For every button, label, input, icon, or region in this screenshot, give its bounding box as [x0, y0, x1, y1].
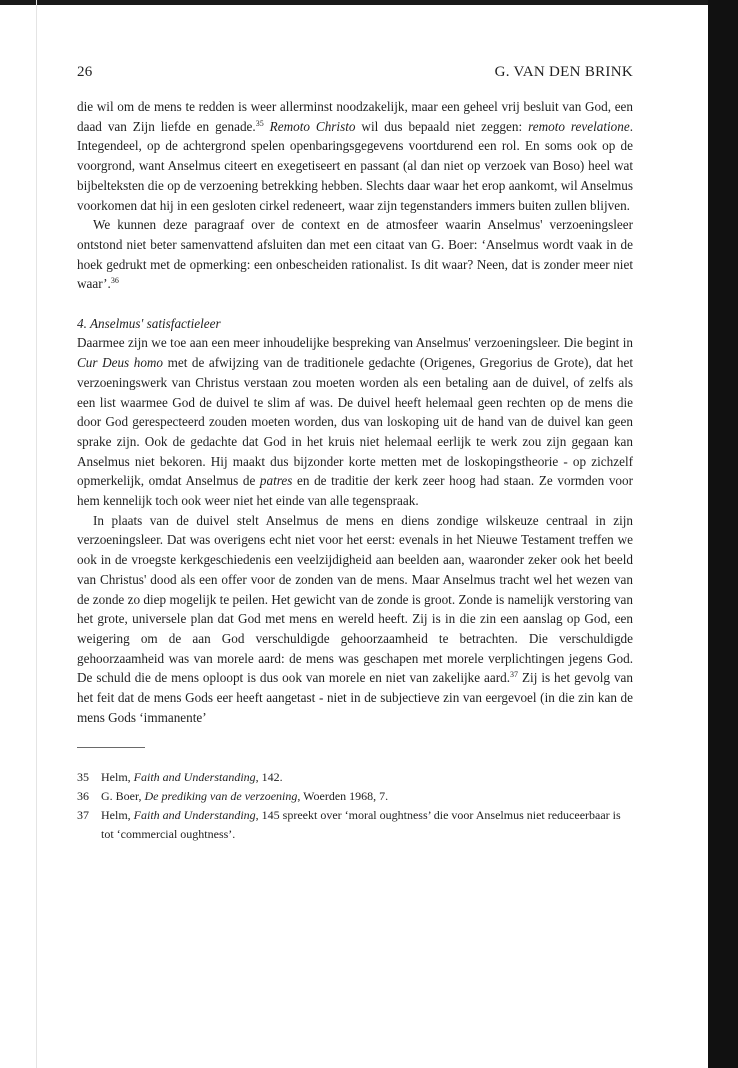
running-header [77, 64, 633, 81]
footnote-text [101, 787, 633, 806]
running-title: G. VAN DEN BRINK [494, 64, 633, 80]
page-number: 26 [77, 64, 93, 80]
text-run: Daarmee zijn we toe aan een meer inhoudelijke bespreking van Anselmus' verzoeningsleer. Die begint in [77, 335, 633, 351]
footnotes [77, 768, 633, 844]
document-page [77, 64, 633, 844]
text-run: , 142. [255, 770, 283, 785]
scan-border-right [708, 0, 738, 1068]
text-run: die wil om de mens te redden is weer allerminst noodzakelijk, maar een geheel vrij besluit van God, een daad van Zijn liefde en genade. [77, 99, 633, 134]
paragraph [77, 333, 633, 510]
italic-text: Faith and Understanding [133, 770, 256, 785]
scan-border-top [0, 0, 738, 5]
footnote [77, 787, 633, 806]
text-run: Helm, [101, 770, 134, 785]
body-text [77, 97, 633, 727]
italic-text: Faith and Understanding [133, 808, 256, 823]
text-run: met de afwijzing van de traditionele gedachte (Origenes, Gregorius de Grote), dat het verzoeningswerk van Christus verstaan zou moeten worden als een betaling aan de duivel, of zelfs als een list waarmee God de duivel te slim af was. De duivel heeft helemaal geen rechten op de mens die door God gerespecteerd zouden moeten worden, dus van loskoping uit de hand van de duivel kan geen sprake zijn. Ook de gedachte dat God in het kruis niet helemaal eerlijk te werk zou zijn gegaan kan Anselmus niet bekoren. Hij maakt dus bijzonder korte metten met de loskopingstheorie - op zichzelf opmerkelijk, omdat Anselmus de [77, 355, 633, 489]
text-run: , Woerden 1968, 7. [297, 789, 389, 804]
text-run: 4. Anselmus' satisfactieleer [77, 315, 221, 331]
footnote [77, 806, 633, 844]
footnote [77, 768, 633, 787]
footnote-number: 35 [77, 770, 89, 785]
paragraph [77, 215, 633, 294]
italic-text: De prediking van de verzoening [144, 789, 298, 804]
footnote-ref: 35 [255, 118, 264, 128]
paragraph [77, 511, 633, 728]
italic-text: patres [259, 473, 293, 489]
footnote-ref: 36 [110, 276, 119, 286]
text-run: Zij is het gevolg van het feit dat de mens Gods eer heeft aangetast - niet in de subjectieve zin van eergevoel (in die zin kan de mens Gods ‘immanente’ [77, 670, 633, 725]
text-run: Helm, [101, 808, 134, 823]
text-run: . Integendeel, op de achtergrond spelen openbaringsgegevens voortdurend een rol. En soms ook op de voorgrond, want Anselmus citeert en exegetiseert en passant (al dan niet op verzoek van Boso) heel wat bijbelteksten die op de verzoening betrekking hebben. Slechts daar waar het erop aankomt, wil Anselmus voorkomen dat hij in een gesloten cirkel redeneert, waar zijn tegenstanders immers buiten zullen blijven. [77, 118, 634, 213]
italic-text: remoto revelatione [528, 118, 630, 134]
text-run: en de traditie der kerk zeer hoog had staan. Ze vormden voor hem kennelijk toch ook weer niet het einde van alle tegenspraak. [77, 473, 634, 509]
footnote-number: 36 [77, 789, 89, 804]
footnote-ref: 37 [510, 670, 519, 680]
text-run: G. Boer, [101, 789, 145, 804]
text-run: , 145 spreekt over ‘moral oughtness’ die voor Anselmus niet reduceerbaar is tot ‘commercial oughtness’. [101, 808, 621, 842]
text-run: wil dus bepaald niet zeggen: [355, 118, 529, 134]
footnote-text [101, 806, 633, 844]
section-heading [77, 314, 633, 334]
paragraph [77, 97, 633, 215]
italic-text: Remoto Christo [269, 118, 356, 134]
footnote-number: 37 [77, 808, 89, 823]
italic-text: Cur Deus homo [77, 355, 164, 371]
scan-edge-left [36, 0, 37, 1068]
text-run: In plaats van de duivel stelt Anselmus de mens en diens zondige wilskeuze centraal in zijn verzoeningsleer. Dat was overigens echt niet voor het eerst: evenals in het Nieuwe Testament treffen we ook in de vroegste kerkgeschiedenis een veelzijdigheid aan beelden aan, waaronder zeker ook het beeld van Christus' dood als een offer voor de zonden van de mens. Maar Anselmus tracht wel het wezen van de zonde zo diep mogelijk te peilen. Het gewicht van de zonde is groot. Zonde is namelijk verstoring van het grote, universele plan dat God met mens en wereld heeft. Zij is in die zin een aanslag op God, een weigering om de aan God verschuldigde gehoorzaamheid te betrachten. Die verschuldigde gehoorzaamheid was van morele aard: de mens was geschapen met morele verplichtingen jegens God. De schuld die de mens oploopt is dus ook van morele en niet van zakelijke aard. [77, 512, 633, 686]
footnote-divider [77, 747, 145, 748]
text-run: We kunnen deze paragraaf over de context en de atmosfeer waarin Anselmus' verzoeningsleer ontstond niet beter samenvattend afsluiten dan met een citaat van G. Boer: ‘Anselmus wordt vaak in de hoek gedrukt met de opmerking: een onbescheiden rationalist. Is dit waar? Neen, dat is zonder meer niet waar’. [77, 217, 633, 292]
footnote-text [101, 768, 633, 787]
